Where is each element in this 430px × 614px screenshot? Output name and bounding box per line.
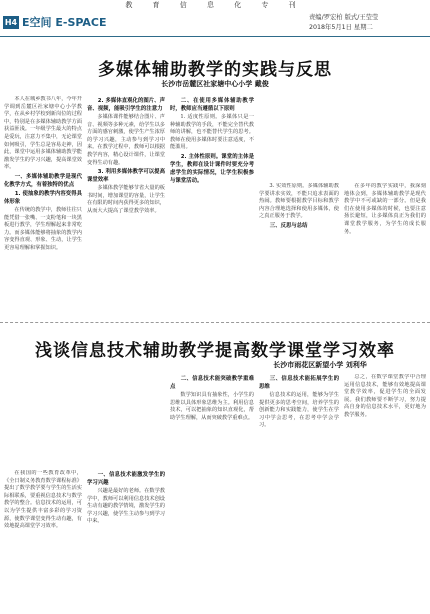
paragraph: 在传统的教学中，教师往往只能凭借一张嘴、一支粉笔和一块黑板进行教学，学生理解起来非常吃力。而多媒体能够将抽象的教学内容变得直观、形象、生动，让学生更容易理解和掌握知识。 xyxy=(4,206,82,251)
article2-column-1 xyxy=(4,470,82,610)
top-bar xyxy=(0,0,430,11)
article2-column-5 xyxy=(344,374,426,610)
article1-column-5 xyxy=(344,183,426,318)
section-heading: 三、信息技术能拓展学生的思维 xyxy=(259,376,339,390)
section-name: E-SPACE xyxy=(55,16,107,29)
page-header xyxy=(0,11,430,37)
section-heading: 三、反思与总结 xyxy=(269,222,308,229)
paragraph: 3. 实效性原则。多媒体辅助教学要讲求实效，不能只追求表面的热闹。教师要根据教学目标和教学内容合理地选择和使用多媒体，使之真正服务于教学。 xyxy=(259,183,339,220)
section-heading: 二、在使用多媒体辅助教学时，教师应当遵循以下原则 xyxy=(170,98,254,112)
section-heading: 1. 使抽象的教学内容变得具体形象 xyxy=(4,190,82,205)
article1-title: 多媒体辅助教学的实践与反思 xyxy=(98,60,332,80)
paragraph: 信息技术的运用，能够为学生提供更多的思考空间，培养学生的创新能力和实践能力，使学生在学习中学会思考，在思考中学会学习。 xyxy=(259,392,339,429)
paragraph: 总之，在数学课堂教学中合理运用信息技术，能够有效地提高课堂教学效率，促进学生的全面发展。我们教师要不断学习，努力提高自身的信息技术水平，更好地为教学服务。 xyxy=(344,374,426,418)
article1-byline: 长沙市岳麓区社家塘中心小学 戴俊 xyxy=(161,80,269,88)
article2-column-4 xyxy=(259,374,339,610)
article2-byline: 长沙市雨花区新望小学 刘利华 xyxy=(273,361,367,369)
paragraph: 在我国的一些教育改革中，《全日制义务教育数学课程标准》提出了数学教学要与学生的生活实际相联系，要重视信息技术与数学教学的整合。信息技术的运用，可以为学生提供丰富多彩的学习资源，使数学课堂变得生动有趣，有效地提高课堂学习效率。 xyxy=(4,470,82,530)
masthead: 教 育 信 息 化 专 刊 xyxy=(125,1,305,9)
paragraph: 兴趣是最好的老师。在数学教学中，教师可以利用信息技术创设生动有趣的教学情境，激发学生的学习兴趣，使学生主动参与到学习中来。 xyxy=(87,488,165,525)
article1-column-3 xyxy=(170,96,254,318)
article1-column-1 xyxy=(4,96,82,318)
article2-column-3 xyxy=(170,374,254,610)
article1-column-2 xyxy=(87,96,165,318)
paragraph: 多媒体课件能够结合图片、声音、视频等多种元素，给学生以多方面的感官刺激，使学生产生浓厚的学习兴趣，主动参与到学习中来。在教学过程中，教师可以根据教学内容，精心设计课件，让课堂变得生动有趣。 xyxy=(87,114,165,166)
section-heading: 一、多媒体辅助教学是现代化教学方式，有着独特的优点 xyxy=(4,173,82,188)
paragraph: 本人在城乡教书八年，今年开学调到岳麓区社家塘中心小学教学，在从乡村学校到新岗位的过程中，特别是在多媒体辅助教学方面获益匪浅。一年级学生最大的特点是爱玩，注意力不集中，无论课堂如何吸引，学生总是容易走神，因此，课堂中运用多媒体辅助教学能激发学生的学习兴趣，提高课堂效率。 xyxy=(4,96,82,171)
section-heading: 一、信息技术能激发学生的学习兴趣 xyxy=(87,472,165,486)
section-heading: 2. 多媒体直观化的图片、声音、视频，能吸引学生的注意力 xyxy=(87,98,165,112)
section-heading: 3. 利用多媒体教学可以提高课堂效率 xyxy=(87,169,165,184)
article2-title: 浅谈信息技术辅助教学提高数学课堂学习效率 xyxy=(35,341,395,361)
section-heading: 二、信息技术能突破教学重难点 xyxy=(170,376,254,390)
article-divider xyxy=(0,322,430,323)
header-meta xyxy=(309,13,424,33)
paragraph: 在多年的教学实践中，我深刻地体会到，多媒体辅助教学是现代教学中不可或缺的一部分。但是我们在使用多媒体的时候，也要注意扬长避短，让多媒体真正为我们的课堂教学服务，为学生的成长服务。 xyxy=(344,183,426,235)
page-number: H4 xyxy=(4,18,18,27)
section-title xyxy=(22,14,107,30)
paragraph: 1. 适度性原则。多媒体只是一种辅助教学的手段，不能完全替代教师的讲解，也不能替代学生的思考。教师在使用多媒体时要注意适度，不能滥用。 xyxy=(170,114,254,151)
article1-column-4 xyxy=(259,183,339,318)
paragraph: 数学知识具有抽象性，小学生的思维以具体形象思维为主。利用信息技术，可以把抽象的知识直观化，帮助学生理解，从而突破教学重难点。 xyxy=(170,392,254,421)
section-heading: 2. 主体性原则。课堂的主体是学生，教师在设计课件时要充分考虑学生的实际情况，让学生积极参与课堂活动。 xyxy=(170,153,254,184)
date-line: 2018年5月1日 星期二 xyxy=(309,24,373,31)
section-prefix: E空间 xyxy=(22,16,52,29)
editor-line: 责编/罗宏柏 版式/王莹莹 xyxy=(309,14,379,21)
article2-column-2 xyxy=(87,470,165,610)
paragraph: 多媒体教学能够节省大量的板书时间，增加课堂的容量，让学生在有限的时间内获得更多的知识，从而大大提高了课堂教学效率。 xyxy=(87,185,165,214)
